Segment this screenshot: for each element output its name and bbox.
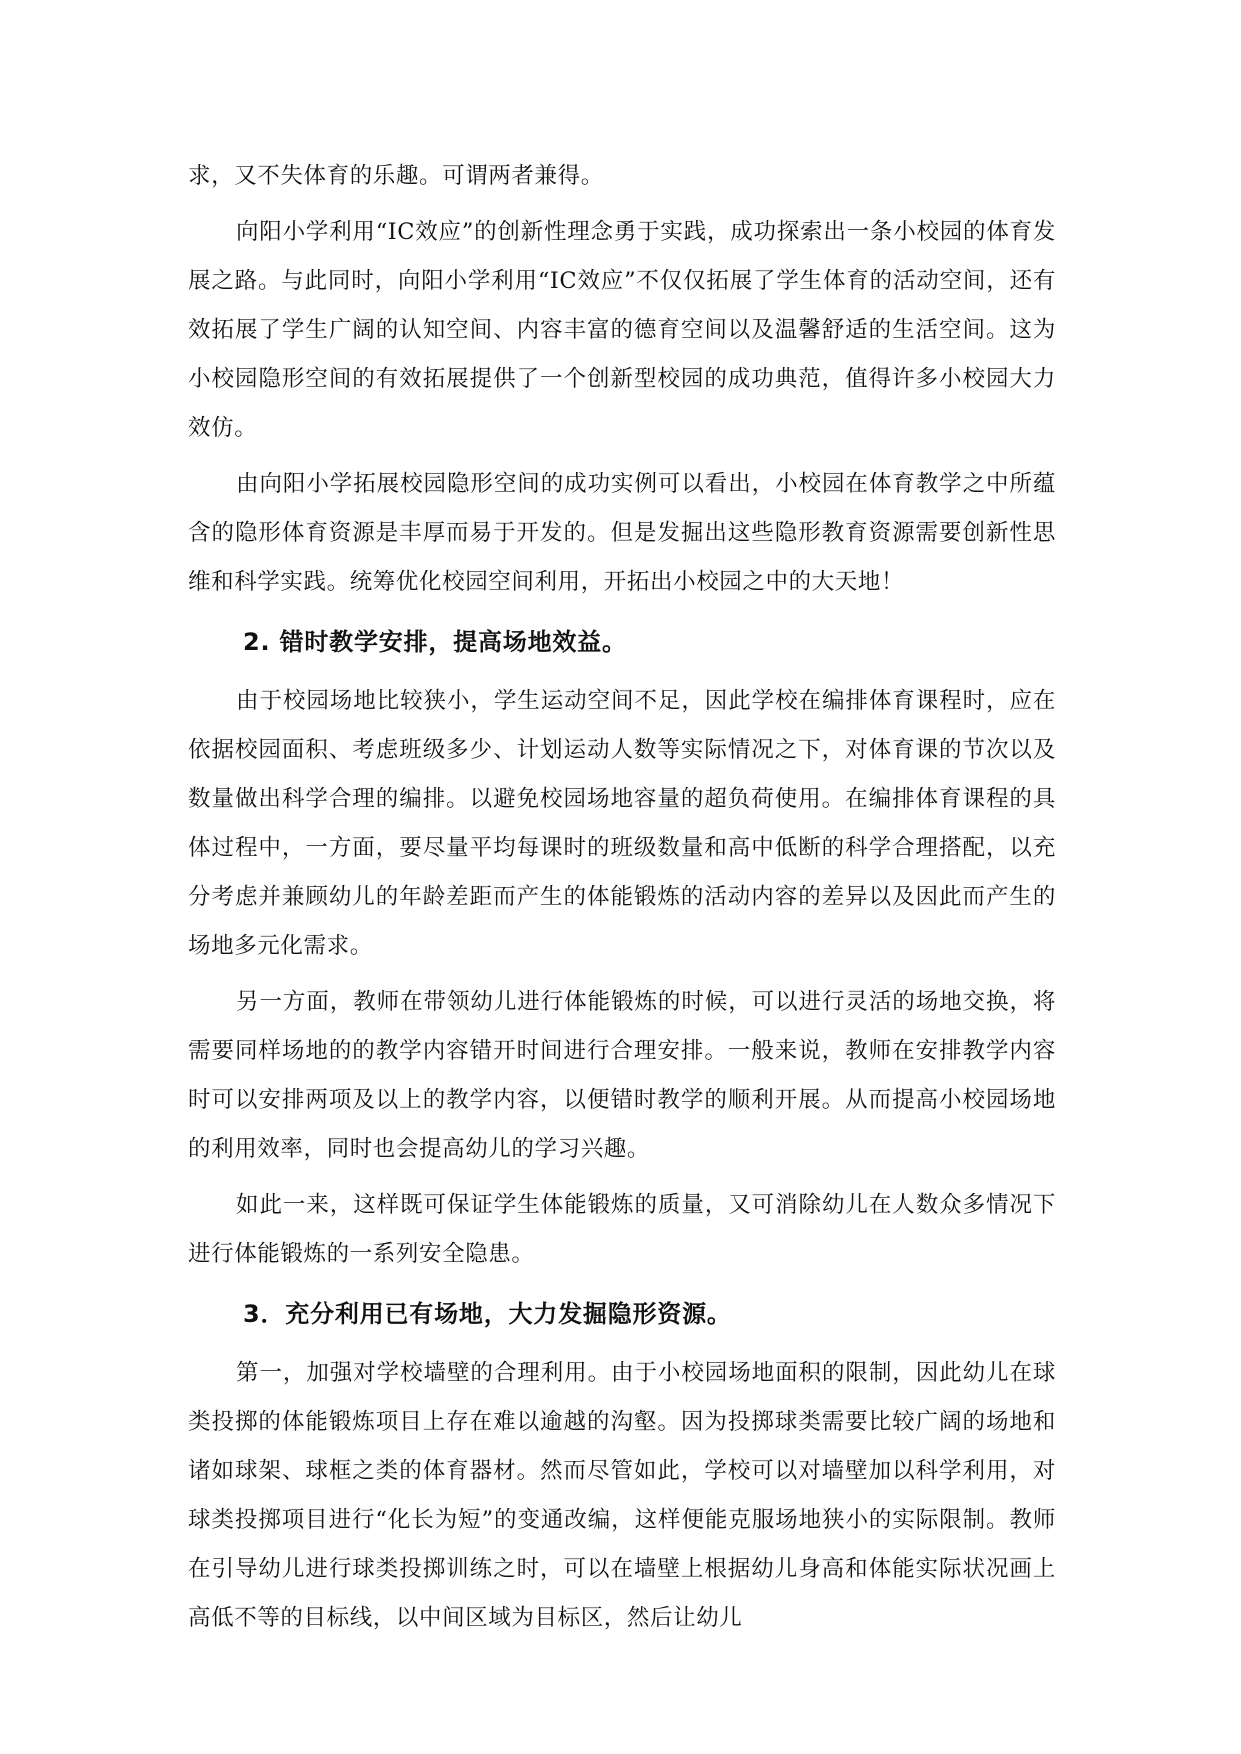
paragraph-conclusion: 由向阳小学拓展校园隐形空间的成功实例可以看出，小校园在体育教学之中所蕴含的隐形体育资源是丰厚而易于开发的。但是发掘出这些隐形教育资源需要创新性思维和科学实践。统筹优化校园空间利用，开拓出小校园之中的大天地！ <box>188 471 1056 595</box>
section-2-paragraph-3: 如此一来，这样既可保证学生体能锻炼的质量，又可消除幼儿在人数众多情况下进行体能锻炼的一系列安全隐患。 <box>188 1192 1056 1267</box>
section-3-heading: 3．充分利用已有场地，大力发掘隐形资源。 <box>243 1300 732 1328</box>
document-page <box>188 152 1056 1650</box>
paragraph-ic-effect: 向阳小学利用“IC效应”的创新性理念勇于实践，成功探索出一条小校园的体育发展之路。与此同时，向阳小学利用“IC效应”不仅仅拓展了学生体育的活动空间，还有效拓展了学生广阔的认知空间、内容丰富的德育空间以及温馨舒适的生活空间。这为小校园隐形空间的有效拓展提供了一个创新型校园的成功典范，值得许多小校园大力效仿。 <box>188 219 1056 441</box>
section-2-paragraph-2: 另一方面，教师在带领幼儿进行体能锻炼的时候，可以进行灵活的场地交换，将需要同样场地的的教学内容错开时间进行合理安排。一般来说，教师在安排教学内容时可以安排两项及以上的教学内容，以便错时教学的顺利开展。从而提高小校园场地的利用效率，同时也会提高幼儿的学习兴趣。 <box>188 989 1056 1162</box>
paragraph-continuation: 求，又不失体育的乐趣。可谓两者兼得。 <box>188 163 604 189</box>
section-2-paragraph-1: 由于校园场地比较狭小，学生运动空间不足，因此学校在编排体育课程时，应在依据校园面积、考虑班级多少、计划运动人数等实际情况之下，对体育课的节次以及数量做出科学合理的编排。以避免校园场地容量的超负荷使用。在编排体育课程的具体过程中，一方面，要尽量平均每课时的班级数量和高中低断的科学合理搭配，以充分考虑并兼顾幼儿的年龄差距而产生的体能锻炼的活动内容的差异以及因此而产生的场地多元化需求。 <box>188 688 1056 959</box>
section-2-heading: 2. 错时教学安排，提高场地效益。 <box>243 628 627 656</box>
section-3-paragraph-1: 第一，加强对学校墙壁的合理利用。由于小校园场地面积的限制，因此幼儿在球类投掷的体能锻炼项目上存在难以逾越的沟壑。因为投掷球类需要比较广阔的场地和诸如球架、球框之类的体育器材。然而尽管如此，学校可以对墙壁加以科学利用，对球类投掷项目进行“化长为短”的变通改编，这样便能克服场地狭小的实际限制。教师在引导幼儿进行球类投掷训练之时，可以在墙壁上根据幼儿身高和体能实际状况画上高低不等的目标线，以中间区域为目标区，然后让幼儿 <box>188 1360 1056 1631</box>
